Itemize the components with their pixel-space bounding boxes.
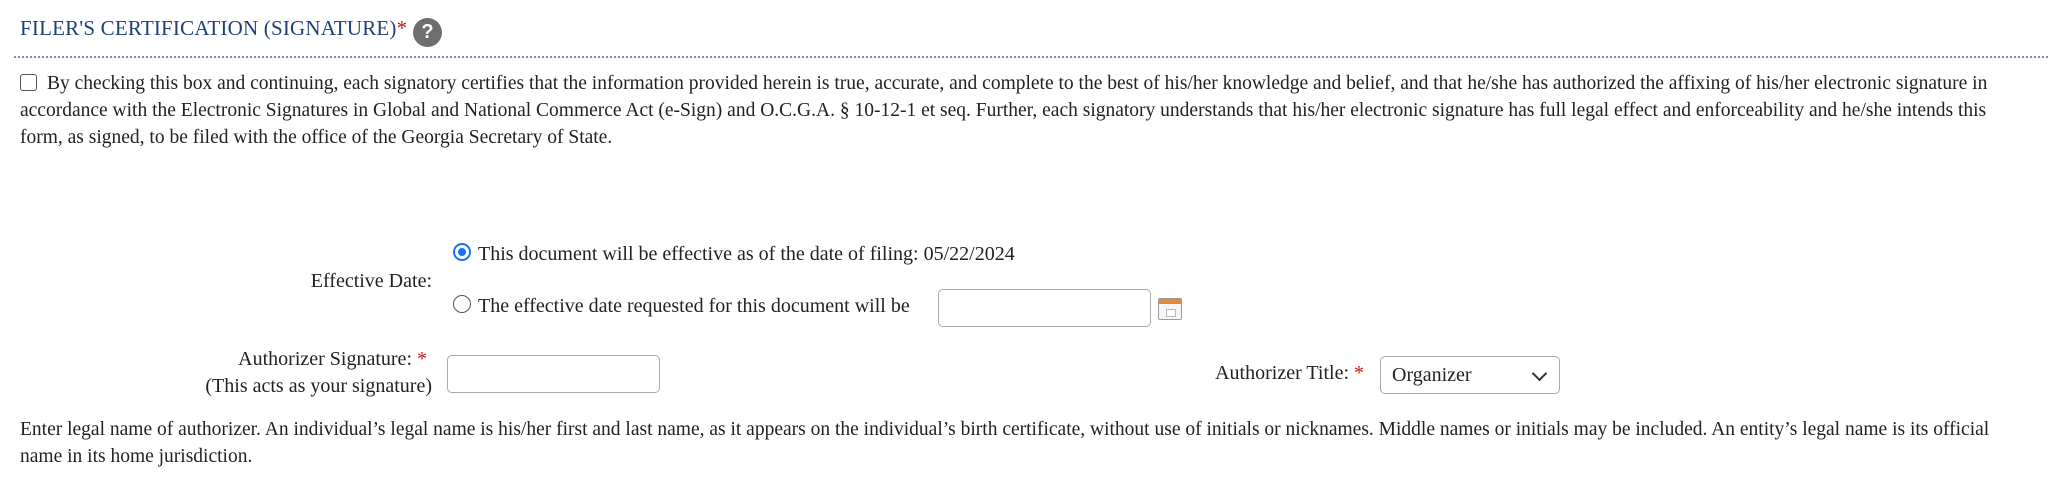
requested-effective-date-radio[interactable] [453,295,471,313]
calendar-icon-header [1159,299,1181,304]
authorizer-name-hint: Enter legal name of authorizer. An individual’s legal name is his/her first and last name, as it appears on the individual’s birth certificate, without use of initials or nicknames. Middle names or initials may be included. An entity’s legal name is its official name in its home jurisdiction. [20,419,1990,467]
authorizer-title-label-text: Authorizer Title: [1215,362,1349,384]
authorizer-title-select[interactable] [1380,356,1560,394]
certification-text: By checking this box and continuing, each signatory certifies that the information provided herein is true, accurate, and complete to the best of his/her knowledge and belief, and that he/she has authorized the affixing of his/her electronic signature in accordance with the Electronic Signatures in Global and National Commerce Act (e-Sign) and O.C.G.A. § 10-12-1 et seq. Further, each signatory understands that his/her electronic signature has full legal effect and enforceability and he/she intends this form, as signed, to be filed with the office of the Georgia Secretary of State. [20,73,1988,148]
authorizer-title-value: Organizer [1392,364,1472,386]
authorizer-signature-input[interactable] [447,355,660,393]
certification-statement [20,70,2028,151]
authorizer-title-label [1150,362,1364,385]
authorizer-signature-label-text: Authorizer Signature: [238,348,412,370]
section-title-text: FILER'S CERTIFICATION (SIGNATURE) [20,16,397,40]
certification-checkbox[interactable] [20,74,37,91]
authorizer-signature-label [150,348,427,371]
effective-on-filing-text: This document will be effective as of the date of filing: 05/22/2024 [478,243,1015,265]
section-divider [14,56,2048,58]
authorizer-signature-sublabel: (This acts as your signature) [205,375,432,397]
calendar-icon[interactable] [1158,298,1182,320]
section-title [20,16,407,41]
required-asterisk: * [417,348,427,370]
requested-date-input[interactable] [938,289,1151,327]
requested-effective-date-text: The effective date requested for this document will be [478,295,910,317]
effective-on-filing-radio[interactable] [453,243,471,261]
calendar-icon-grid [1166,309,1176,317]
required-asterisk: * [396,16,408,40]
required-asterisk: * [1354,362,1364,384]
chevron-down-icon [1532,366,1548,382]
effective-date-label: Effective Date: [310,270,432,292]
question-mark-icon[interactable]: ? [413,18,442,47]
